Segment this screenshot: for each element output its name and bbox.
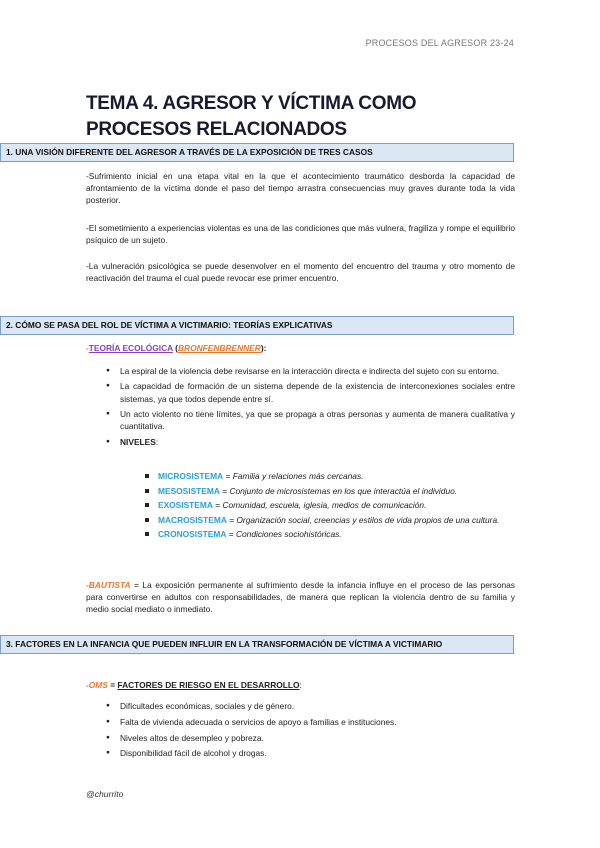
theory-author: BRONFENBRENNER [177, 343, 261, 353]
list-item: ● Falta de vivienda adecuada o servicios de apoyo a familias e instituciones. [120, 716, 515, 728]
paren-open: ( [172, 343, 178, 353]
oms-label: FACTORES DE RIESGO EN EL DESARROLLO [117, 680, 300, 690]
list-item: ● La capacidad de formación de un sistema depende de la existencia de interconexiones sociales entre sistemas, ya que todos depende entre sí. [120, 380, 515, 404]
level-def: Organización social, creencias y estilos de vida propios de una cultura. [236, 514, 500, 525]
risk-factors-list [120, 700, 515, 763]
level-item [158, 514, 515, 526]
level-sep: = [223, 471, 233, 481]
level-def: Familia y relaciones más cercanas. [232, 471, 364, 481]
level-term: EXOSISTEMA [158, 500, 213, 511]
oms-sep: = [107, 680, 118, 690]
level-def: Comunidad, escuela, iglesia, medios de comunicación. [222, 500, 427, 511]
level-item [158, 528, 515, 540]
section-2-heading: 2. CÓMO SE PASA DEL ROL DE VÍCTIMA A VICTIMARIO: TEORÍAS EXPLICATIVAS [0, 316, 514, 335]
author-signature: @churrito [86, 789, 124, 799]
list-item: ● Dificultades económicas, sociales y de género. [120, 700, 515, 712]
page-title: TEMA 4. AGRESOR Y VÍCTIMA COMO PROCESOS RELACIONADOS [86, 93, 417, 140]
dash: - [86, 580, 89, 590]
oms-line [86, 679, 302, 691]
bautista-text: = La exposición permanente al sufrimiento desde la infancia influye en el proceso de las personas para convertirse en adultos con responsabilidades, de manera que replican la violencia dentro de su familia y medio social mediato o inmediato. [86, 580, 515, 615]
level-term: MESOSISTEMA [158, 485, 220, 496]
section-1-paragraph: -La vulneración psicológica se puede desenvolver en el momento del encuentro del trauma y otro momento de reactivación del trauma el cual puede revocar ese primer encuentro. [86, 261, 515, 284]
list-item: ● Un acto violento no tiene límites, ya que se propaga a otras personas y aumenta de manera cualitativa y cuantitativa. [120, 408, 515, 432]
dash: - [86, 343, 89, 353]
level-term: MACROSISTEMA [158, 514, 227, 525]
level-sep: = [226, 514, 237, 525]
level-item [158, 485, 515, 497]
ecological-theory-line [86, 342, 266, 354]
running-header: PROCESOS DEL AGRESOR 23-24 [365, 38, 514, 48]
level-term: MICROSISTEMA [158, 471, 224, 481]
theory-name: TEORÍA ECOLÓGICA [88, 343, 173, 353]
list-item: ● Disponibilidad fácil de alcohol y drogas. [120, 747, 515, 759]
dash: - [86, 680, 89, 690]
bautista-name: BAUTISTA [88, 580, 131, 590]
level-sep: = [219, 485, 230, 496]
section-1-paragraph: -El sometimiento a experiencias violentas es una de las condiciones que más vulnera, fragiliza y rompe el equilibrio psíquico de un sujeto. [86, 223, 515, 246]
section-1-paragraph: -Sufrimiento inicial en una etapa vital en la que el acontecimiento traumático desborda la capacidad de afrontamiento de la víctima donde el paso del tiempo arrastra consecuencias muy graves durante toda la vida posterior. [86, 171, 515, 206]
levels-colon: : [155, 436, 159, 447]
ecological-bullets [120, 365, 515, 451]
levels-list [158, 470, 515, 543]
levels-label: NIVELES [120, 436, 156, 447]
list-item: ● La espiral de la violencia debe revisarse en la interacción directa e indirecta del sujeto con su entorno. [120, 365, 515, 377]
level-sep: = [212, 500, 223, 511]
level-item [158, 499, 515, 511]
section-3-heading: 3. FACTORES EN LA INFANCIA QUE PUEDEN INFLUIR EN LA TRANSFORMACIÓN DE VÍCTIMA A VICTIMARIO [0, 635, 514, 654]
paren-close: ): [260, 343, 267, 353]
oms-colon: : [299, 680, 302, 690]
level-sep: = [226, 529, 236, 540]
list-item-levels [120, 436, 515, 448]
level-term: CRONOSISTEMA [158, 529, 227, 540]
level-def: Conjunto de microsistemas en los que interactúa el individuo. [229, 485, 458, 496]
level-item [158, 470, 515, 482]
section-1-heading: 1. UNA VISIÓN DIFERENTE DEL AGRESOR A TRAVÉS DE LA EXPOSICIÓN DE TRES CASOS [0, 143, 514, 162]
oms-name: OMS [88, 680, 108, 690]
level-def: Condiciones sociohistóricas. [235, 529, 342, 540]
bautista-paragraph [86, 579, 515, 616]
list-item: ● Niveles altos de desempleo y pobreza. [120, 732, 515, 744]
